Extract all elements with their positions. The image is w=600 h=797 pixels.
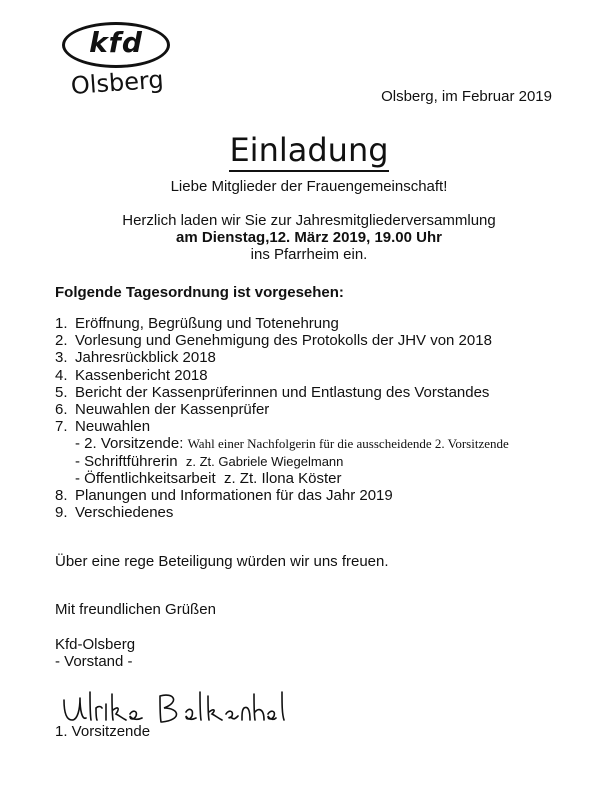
list-item: 7. Neuwahlen <box>55 418 151 436</box>
regards-text: Mit freundlichen Grüßen <box>55 601 216 618</box>
board-label: - Vorstand - <box>55 653 133 670</box>
invite-line-3: ins Pfarrheim ein. <box>250 246 368 263</box>
invite-date: am Dienstag,12. März 2019, 19.00 Uhr <box>176 229 442 246</box>
page-title: Einladung <box>0 132 600 168</box>
list-item: 3. Jahresrückblick 2018 <box>55 349 216 367</box>
invite-line-1: Herzlich laden wir Sie zur Jahresmitgliederversammlung <box>122 212 496 229</box>
list-item: 2. Vorlesung und Genehmigung des Protokolls der JHV von 2018 <box>55 332 492 350</box>
greeting: Liebe Mitglieder der Frauengemeinschaft! <box>170 178 448 195</box>
agenda-heading: Folgende Tagesordnung ist vorgesehen: <box>55 284 344 301</box>
list-item: 9. Verschiedenes <box>55 504 174 522</box>
election-item: - 2. Vorsitzende: Wahl einer Nachfolgerin für die ausscheidende 2. Vorsitzende <box>75 435 509 453</box>
closing-text: Über eine rege Beteiligung würden wir uns freuen. <box>55 553 389 570</box>
org-name: Kfd-Olsberg <box>55 636 136 653</box>
election-item: - Öffentlichkeitsarbeit z. Zt. Ilona Köster <box>75 469 342 487</box>
election-item: - Schriftführerin z. Zt. Gabriele Wiegelmann <box>75 452 344 470</box>
kfd-logo <box>62 22 174 102</box>
date-line: Olsberg, im Februar 2019 <box>381 88 552 105</box>
agenda-list <box>55 315 509 521</box>
list-item: 6. Neuwahlen der Kassenprüfer <box>55 401 270 419</box>
list-item: 5. Bericht der Kassenprüferinnen und Entlastung des Vorstandes <box>55 383 490 401</box>
logo-brand: kfd <box>89 26 143 59</box>
logo-place: Olsberg <box>70 65 165 100</box>
signer-role: 1. Vorsitzende <box>55 723 151 740</box>
list-item: 4. Kassenbericht 2018 <box>55 366 208 384</box>
list-item: 8. Planungen und Informationen für das Jahr 2019 <box>55 487 393 505</box>
list-item: 1. Eröffnung, Begrüßung und Totenehrung <box>55 315 339 332</box>
